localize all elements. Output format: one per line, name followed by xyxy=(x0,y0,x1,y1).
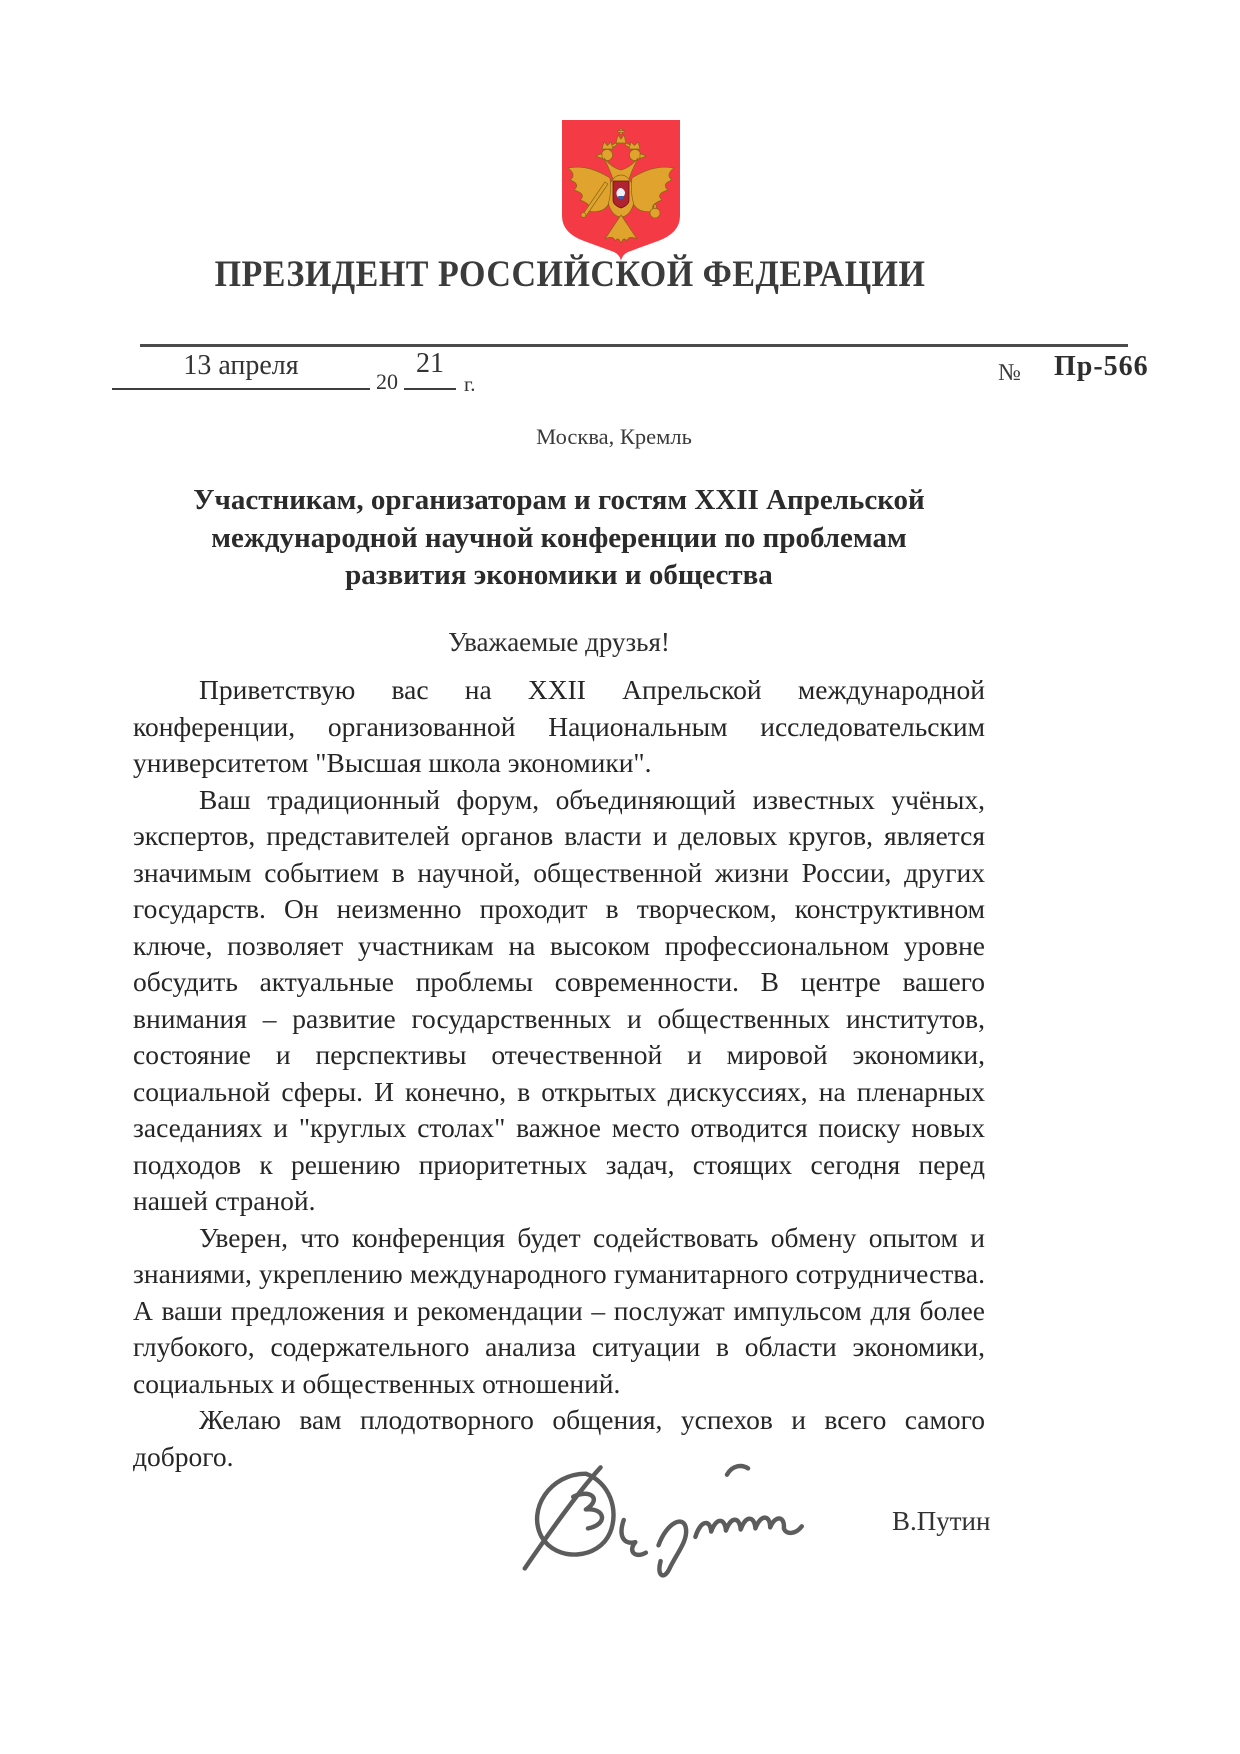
addressee-line-3: развития экономики и общества xyxy=(345,559,773,591)
russia-coat-of-arms-icon xyxy=(556,116,686,264)
place-line: Москва, Кремль xyxy=(536,424,692,449)
paragraph-2: Ваш традиционный форум, объединяющий известных учёных, экспертов, представителей органов власти и деловых кругов, является значимым событием в научной, общественной жизни России, других государств. Он неизменно проходит в творческом, конструктивном ключе, позволяет участникам на высоком профессиональном уровне обсудить актуальные проблемы современности. В центре вашего внимания – развитие государственных и общественных институтов, состояние и перспективы отечественной и мировой экономики, социальной сферы. И конечно, в открытых дискуссиях, на пленарных заседаниях и "круглых столах" важное место отводится поиску новых подходов к решению приоритетных задач, стоящих сегодня перед нашей страной. xyxy=(133,783,985,1216)
date-field xyxy=(112,350,370,390)
paragraph-4: Желаю вам плодотворного общения, успехов и всего самого доброго. xyxy=(133,1404,985,1472)
signer-name: В.Путин xyxy=(892,1506,991,1536)
addressee-line-2: международной научной конференции по проблемам xyxy=(211,521,907,554)
letter-body xyxy=(133,672,985,1475)
doc-number-value: Пр-566 xyxy=(1054,351,1149,382)
emblem-breast-shield xyxy=(613,181,629,208)
paragraph-3: Уверен, что конференция будет содействовать обмену опытом и знаниями, укреплению международного гуманитарного сотрудничества. А ваши предложения и рекомендации – послужат импульсом для более глубокого, содержательного анализа ситуации в области экономики, социальных и общественных отношений. xyxy=(133,1221,985,1399)
date-handwritten: 13 апреля xyxy=(183,350,299,381)
coat-of-arms-svg xyxy=(556,116,686,264)
paragraph-1: Приветствую вас на XXII Апрельской международной конференции, организованной Национальным исследовательским университетом "Высшая школа экономики". xyxy=(133,674,985,778)
year-prefix: 20 xyxy=(376,369,398,394)
letterhead-divider xyxy=(140,344,1128,347)
handwritten-signature xyxy=(510,1456,826,1584)
year-field xyxy=(404,348,456,390)
addressee-heading xyxy=(133,482,985,595)
addressee-line-1: Участникам, организаторам и гостям XXII Апрельской xyxy=(193,484,925,516)
salutation: Уважаемые друзья! xyxy=(448,627,670,657)
year-handwritten: 21 xyxy=(416,348,444,379)
year-suffix: г. xyxy=(464,372,476,396)
letterhead-title: ПРЕЗИДЕНТ РОССИЙСКОЙ ФЕДЕРАЦИИ xyxy=(214,254,926,295)
doc-number-label: № xyxy=(998,360,1021,386)
